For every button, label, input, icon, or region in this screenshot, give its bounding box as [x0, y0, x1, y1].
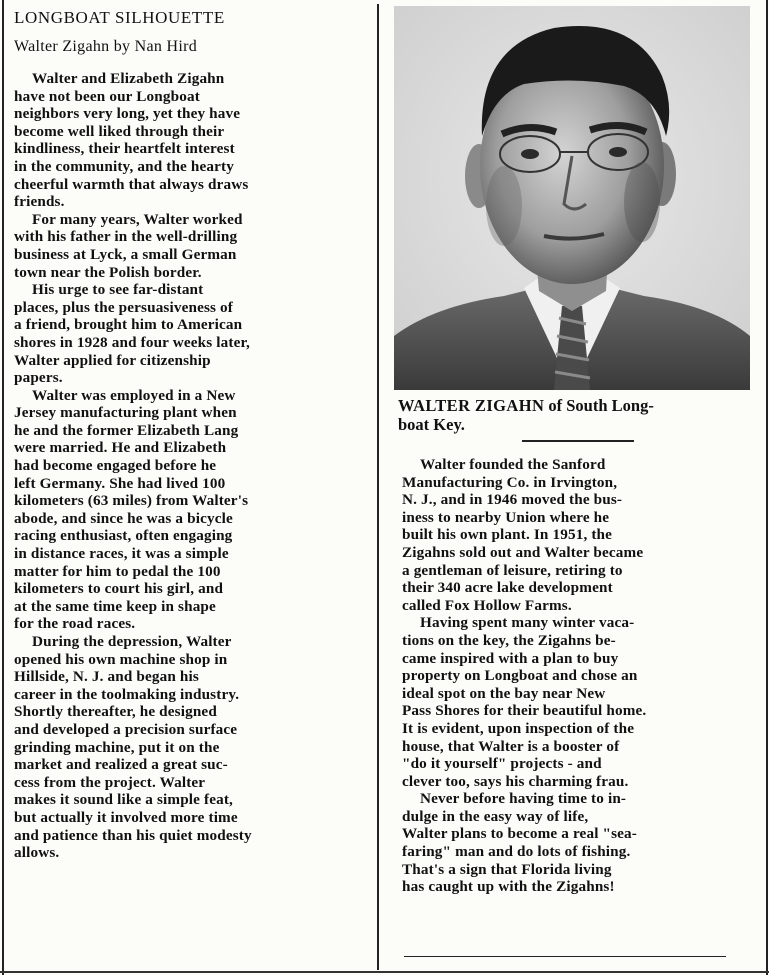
text-line: clever too, says his charming frau. — [402, 772, 629, 790]
left-column — [14, 6, 370, 862]
text-line: tions on the key, the Zigahns be- — [402, 631, 616, 649]
text-line: house, that Walter is a booster of — [402, 737, 620, 755]
text-line: with his father in the well-drilling — [14, 228, 238, 246]
text-line: have not been our Longboat — [14, 87, 200, 105]
text-line: kilometers to court his girl, and — [14, 580, 224, 598]
text-line: Shortly thereafter, he designed — [14, 703, 217, 721]
text-line: he and the former Elizabeth Lang — [14, 421, 239, 439]
text-line: but actually it involved more time — [14, 808, 238, 826]
right-border — [766, 0, 768, 975]
text-line: their 340 acre lake development — [402, 579, 613, 597]
caption-text-line2: boat Key. — [398, 415, 465, 434]
left-paragraph — [14, 633, 370, 862]
text-line: has caught up with the Zigahns! — [402, 878, 615, 896]
text-line: become well liked through their — [14, 122, 225, 140]
text-line: had become engaged before he — [14, 457, 217, 475]
text-line: racing enthusiast, often engaging — [14, 527, 233, 545]
text-line: left Germany. She had lived 100 — [14, 474, 226, 492]
text-line: That's a sign that Florida living — [402, 860, 612, 878]
caption-name: WALTER ZIGAHN — [398, 396, 545, 415]
text-line: matter for him to pedal the 100 — [14, 562, 221, 580]
text-line: a gentleman of leisure, retiring to — [402, 561, 623, 579]
text-line: Zigahns sold out and Walter became — [402, 543, 644, 561]
portrait-photo — [394, 6, 750, 390]
right-article-body — [402, 456, 766, 896]
left-paragraph — [14, 70, 370, 211]
byline: Walter Zigahn by Nan Hird — [14, 38, 198, 55]
text-line: ideal spot on the bay near New — [402, 684, 606, 702]
text-line: makes it sound like a simple feat, — [14, 791, 234, 809]
text-line: Walter and Elizabeth Zigahn — [32, 70, 225, 87]
text-line: "do it yourself" projects - and — [402, 755, 602, 773]
text-line: property on Longboat and chose an — [402, 667, 638, 685]
text-line: business at Lyck, a small German — [14, 245, 237, 263]
text-line: and developed a precision surface — [14, 720, 238, 738]
text-line: for the road races. — [14, 615, 136, 633]
text-line: market and realized a great suc- — [14, 756, 228, 774]
text-line: grinding machine, put it on the — [14, 738, 220, 756]
left-paragraph — [14, 387, 370, 633]
text-line: came inspired with a plan to buy — [402, 649, 619, 667]
text-line: Never before having time to in- — [420, 790, 627, 808]
text-line: abode, and since he was a bicycle — [14, 509, 233, 527]
text-line: town near the Polish border. — [14, 263, 202, 281]
text-line: in distance races, it was a simple — [14, 545, 229, 563]
text-line: in the community, and the hearty — [14, 157, 234, 175]
text-line: a friend, brought him to American — [14, 316, 243, 334]
text-line: Manufacturing Co. in Irvington, — [402, 473, 618, 491]
caption-rule — [522, 440, 634, 442]
text-line: cess from the project. Walter — [14, 773, 206, 791]
text-line: dulge in the easy way of life, — [402, 807, 589, 825]
text-line: Having spent many winter vaca- — [420, 614, 635, 632]
portrait-image — [394, 6, 750, 390]
text-line: For many years, Walter worked — [32, 210, 243, 228]
text-line: papers. — [14, 369, 63, 387]
text-line: kindliness, their heartfelt interest — [14, 140, 235, 158]
left-border — [2, 0, 4, 975]
text-line: Walter plans to become a real "sea- — [402, 825, 637, 843]
right-paragraph — [402, 614, 766, 790]
text-line: were married. He and Elizabeth — [14, 439, 227, 457]
text-line: faring" man and do lots of fishing. — [402, 843, 631, 861]
text-line: built his own plant. In 1951, the — [402, 526, 613, 544]
text-line: Walter was employed in a New — [32, 386, 236, 404]
text-line: neighbors very long, yet they have — [14, 105, 241, 123]
text-line: career in the toolmaking industry. — [14, 685, 240, 703]
right-paragraph — [402, 456, 766, 614]
text-line: Pass Shores for their beautiful home. — [402, 702, 647, 720]
text-line: During the depression, Walter — [32, 633, 232, 650]
right-paragraph — [402, 790, 766, 896]
text-line: allows. — [14, 844, 60, 862]
text-line: It is evident, upon inspection of the — [402, 719, 635, 737]
text-line: cheerful warmth that always draws — [14, 175, 249, 193]
text-line: opened his own machine shop in — [14, 650, 228, 668]
text-line: at the same time keep in shape — [14, 597, 216, 615]
bottom-border — [0, 971, 769, 973]
text-line: friends. — [14, 193, 65, 211]
photo-caption — [398, 396, 748, 434]
text-line: and patience than his quiet modesty — [14, 826, 252, 844]
text-line: Jersey manufacturing plant when — [14, 404, 237, 422]
closing-underline — [404, 956, 726, 957]
text-line: Walter founded the Sanford — [420, 456, 606, 473]
text-line: kilometers (63 miles) from Walter's — [14, 492, 249, 510]
column-divider — [377, 4, 379, 970]
left-article-body — [14, 70, 370, 862]
left-paragraph — [14, 211, 370, 281]
text-line: Hillside, N. J. and began his — [14, 668, 199, 686]
text-line: His urge to see far-distant — [32, 281, 204, 299]
text-line: iness to nearby Union where he — [402, 508, 610, 526]
headline: LONGBOAT SILHOUETTE — [14, 8, 225, 27]
left-paragraph — [14, 281, 370, 387]
text-line: shores in 1928 and four weeks later, — [14, 333, 250, 351]
text-line: N. J., and in 1946 moved the bus- — [402, 491, 623, 509]
text-line: Walter applied for citizenship — [14, 351, 211, 369]
text-line: places, plus the persuasiveness of — [14, 298, 234, 316]
text-line: called Fox Hollow Farms. — [402, 596, 572, 614]
caption-text: of South Long- — [544, 396, 654, 415]
